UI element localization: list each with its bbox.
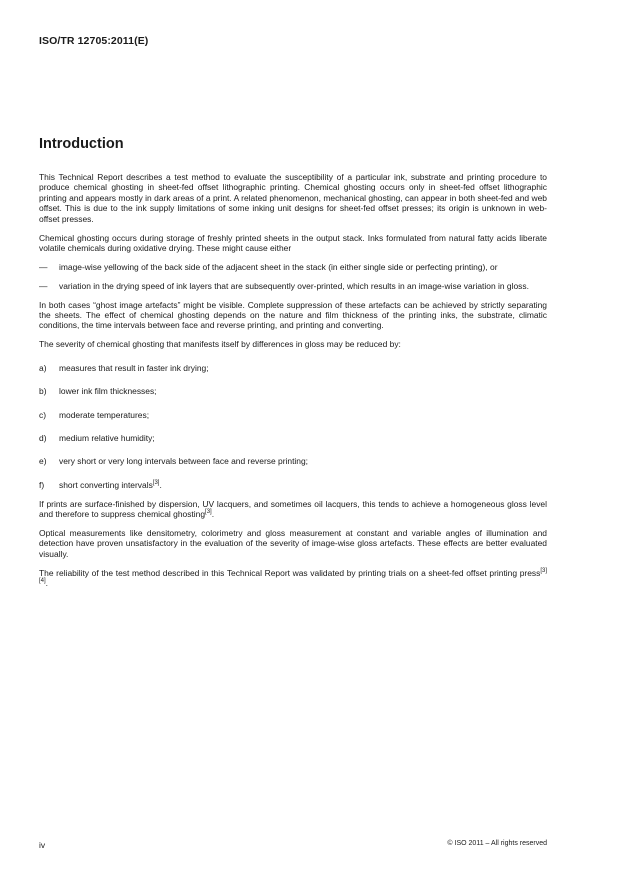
paragraph-2: Chemical ghosting occurs during storage of freshly printed sheets in the output stack. Inks formulated from natural fatty acids liberate volatile chemicals during oxidative drying. These might cause either xyxy=(39,232,547,253)
dash-list-item xyxy=(39,281,547,291)
paragraph-5-text: If prints are surface-finished by dispersion, UV lacquers, and sometimes oil lacquers, this tends to achieve a homogeneous gloss level and therefore to suppress chemical ghosting xyxy=(39,498,547,520)
alpha-item-text: medium relative humidity; xyxy=(59,433,155,443)
paragraph-1: This Technical Report describes a test method to evaluate the susceptibility of a particular ink, substrate and printing procedure to produce chemical ghosting in sheet-fed offset lithographic printing. Chemical ghosting occurs only in sheet-fed offset lithographic printing and appears mostly in dark areas of a print. A related phenomenon, mechanical ghosting, can appear in both sheet-fed and web offset. This is due to the ink supply limitations of some inking unit designs for sheet-fed offset presses; its origin is unknown in web-offset presses. xyxy=(39,172,547,224)
section-title: Introduction xyxy=(39,136,124,152)
document-id-header: ISO/TR 12705:2011(E) xyxy=(39,35,149,47)
sentence-end: . xyxy=(211,509,215,520)
dash-marker: — xyxy=(39,280,48,291)
alpha-marker: a) xyxy=(39,362,47,373)
alpha-item-text xyxy=(59,480,547,490)
alpha-marker: b) xyxy=(39,386,47,397)
copyright-notice: © ISO 2011 – All rights reserved xyxy=(447,840,547,847)
paragraph-7 xyxy=(39,568,547,589)
sentence-end: . xyxy=(159,479,162,490)
alpha-list-item xyxy=(39,456,547,466)
citation-reference: [3] xyxy=(205,509,212,516)
dash-item-text: variation in the drying speed of ink layers that are subsequently over-printed, which results in an image-wise variation in gloss. xyxy=(59,280,529,291)
alpha-marker: f) xyxy=(39,479,45,490)
paragraph-4: The severity of chemical ghosting that manifests itself by differences in gloss may be reduced by: xyxy=(39,339,401,350)
paragraph-6: Optical measurements like densitometry, colorimetry and gloss measurement at constant and variable angles of illumination and detection have proven unsatisfactory in the evaluation of the severity of image-wise gloss artefacts. These effects are better evaluated visually. xyxy=(39,528,547,559)
alpha-marker: e) xyxy=(39,456,47,467)
paragraph-3: In both cases “ghost image artefacts” might be visible. Complete suppression of these artefacts can be achieved by strictly separating the sheets. The effect of chemical ghosting depends on the nature and film thickness of the printing inks, the substrate, climatic conditions, the time intervals between face and reverse printing, and printing and converting. xyxy=(39,299,547,331)
alpha-list-item xyxy=(39,386,547,396)
alpha-item-text: very short or very long intervals between face and reverse printing; xyxy=(59,456,309,467)
alpha-item-text: lower ink film thicknesses; xyxy=(59,386,157,397)
alpha-list-item xyxy=(39,433,547,443)
alpha-item-text: measures that result in faster ink drying; xyxy=(59,362,209,373)
dash-marker: — xyxy=(39,261,48,272)
sentence-end: . xyxy=(45,578,49,589)
dash-item-text: image-wise yellowing of the back side of the adjacent sheet in the stack (in either single side or perfecting printing), or xyxy=(59,261,498,272)
alpha-list-item xyxy=(39,410,547,420)
alpha-marker: d) xyxy=(39,433,47,443)
alpha-marker: c) xyxy=(39,409,47,420)
alpha-list-item xyxy=(39,480,547,490)
citation-reference: [3][4] xyxy=(39,567,547,585)
document-body xyxy=(39,172,547,597)
citation-reference: [3] xyxy=(152,480,160,486)
alpha-item-body: short converting intervals xyxy=(59,479,153,490)
alpha-list-item xyxy=(39,363,547,373)
alpha-item-text: moderate temperatures; xyxy=(59,409,150,420)
paragraph-7-text: The reliability of the test method described in this Technical Report was validated by printing trials on a sheet-fed offset printing press xyxy=(39,567,541,578)
paragraph-5 xyxy=(39,499,547,520)
page-number: iv xyxy=(39,840,46,850)
dash-list-item xyxy=(39,262,547,272)
